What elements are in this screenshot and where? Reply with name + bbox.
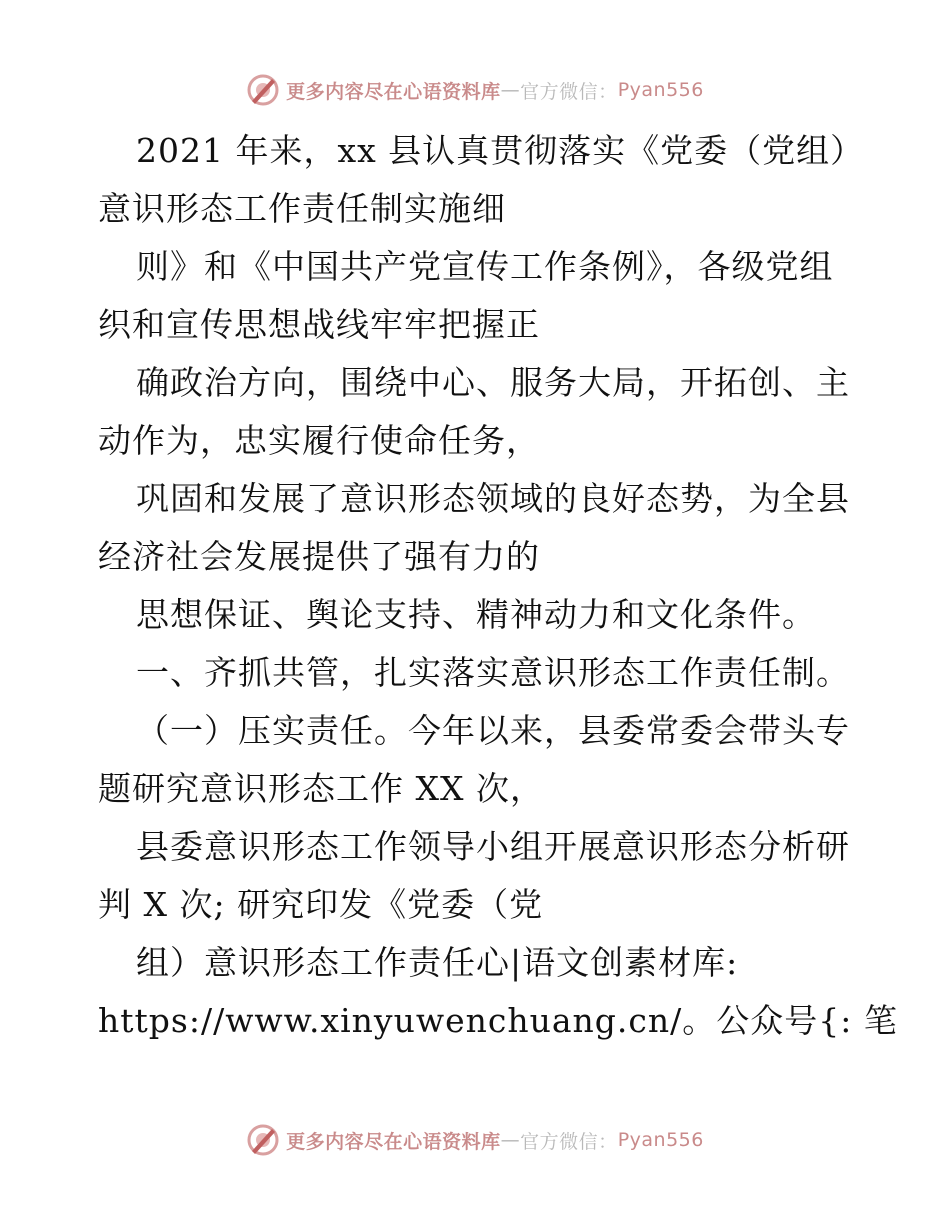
banner-text: 更多内容尽在心语资料库 [286,1130,501,1153]
banner-wechat-id: Pyan556 [617,79,704,101]
banner-separator: — [500,79,521,101]
text-line-15: 组）意识形态工作责任心|语文创素材库: [136,943,739,982]
text-line-6: 动作为，忠实履行使命任务， [98,421,540,460]
banner-wechat-id: Pyan556 [617,1129,704,1151]
pen-logo-icon [246,1123,280,1157]
text-line-12: 题研究意识形态工作 XX 次， [98,769,544,808]
text-line-9: 思想保证、舆论支持、精神动力和文化条件。 [136,595,816,634]
footer-watermark-banner [0,1120,950,1160]
text-line-11: （一）压实责任。今年以来，县委常委会带头专 [136,711,850,750]
document-body [98,122,898,1050]
text-line-13: 县委意识形态工作领导小组开展意识形态分析研 [136,827,850,866]
banner-text: 更多内容尽在心语资料库 [286,80,501,103]
text-line-1: 2021 年来，xx 县认真贯彻落实《党委（党组） [136,131,865,170]
text-line-2: 意识形态工作责任制实施细 [98,189,506,228]
text-line-5: 确政治方向，围绕中心、服务大局，开拓创、主 [136,363,850,402]
section-heading-1: 一、齐抓共管，扎实落实意识形态工作责任制。 [136,653,850,692]
banner-wechat-label: 官方微信： [520,80,618,103]
banner-wechat-label: 官方微信： [520,1130,618,1153]
text-line-7: 巩固和发展了意识形态领域的良好态势，为全县 [136,479,850,518]
header-watermark-banner [0,70,950,110]
pen-logo-icon [246,73,280,107]
text-line-16-url: https://www.xinyuwenchuang.cn/。公众号{: 笔 [98,1001,898,1040]
text-line-8: 经济社会发展提供了强有力的 [98,537,540,576]
text-line-4: 织和宣传思想战线牢牢把握正 [98,305,540,344]
banner-separator: — [500,1129,521,1151]
text-line-3: 则》和《中国共产党宣传工作条例》，各级党组 [136,247,834,286]
text-line-14: 判 X 次; 研究印发《党委（党 [98,885,544,924]
